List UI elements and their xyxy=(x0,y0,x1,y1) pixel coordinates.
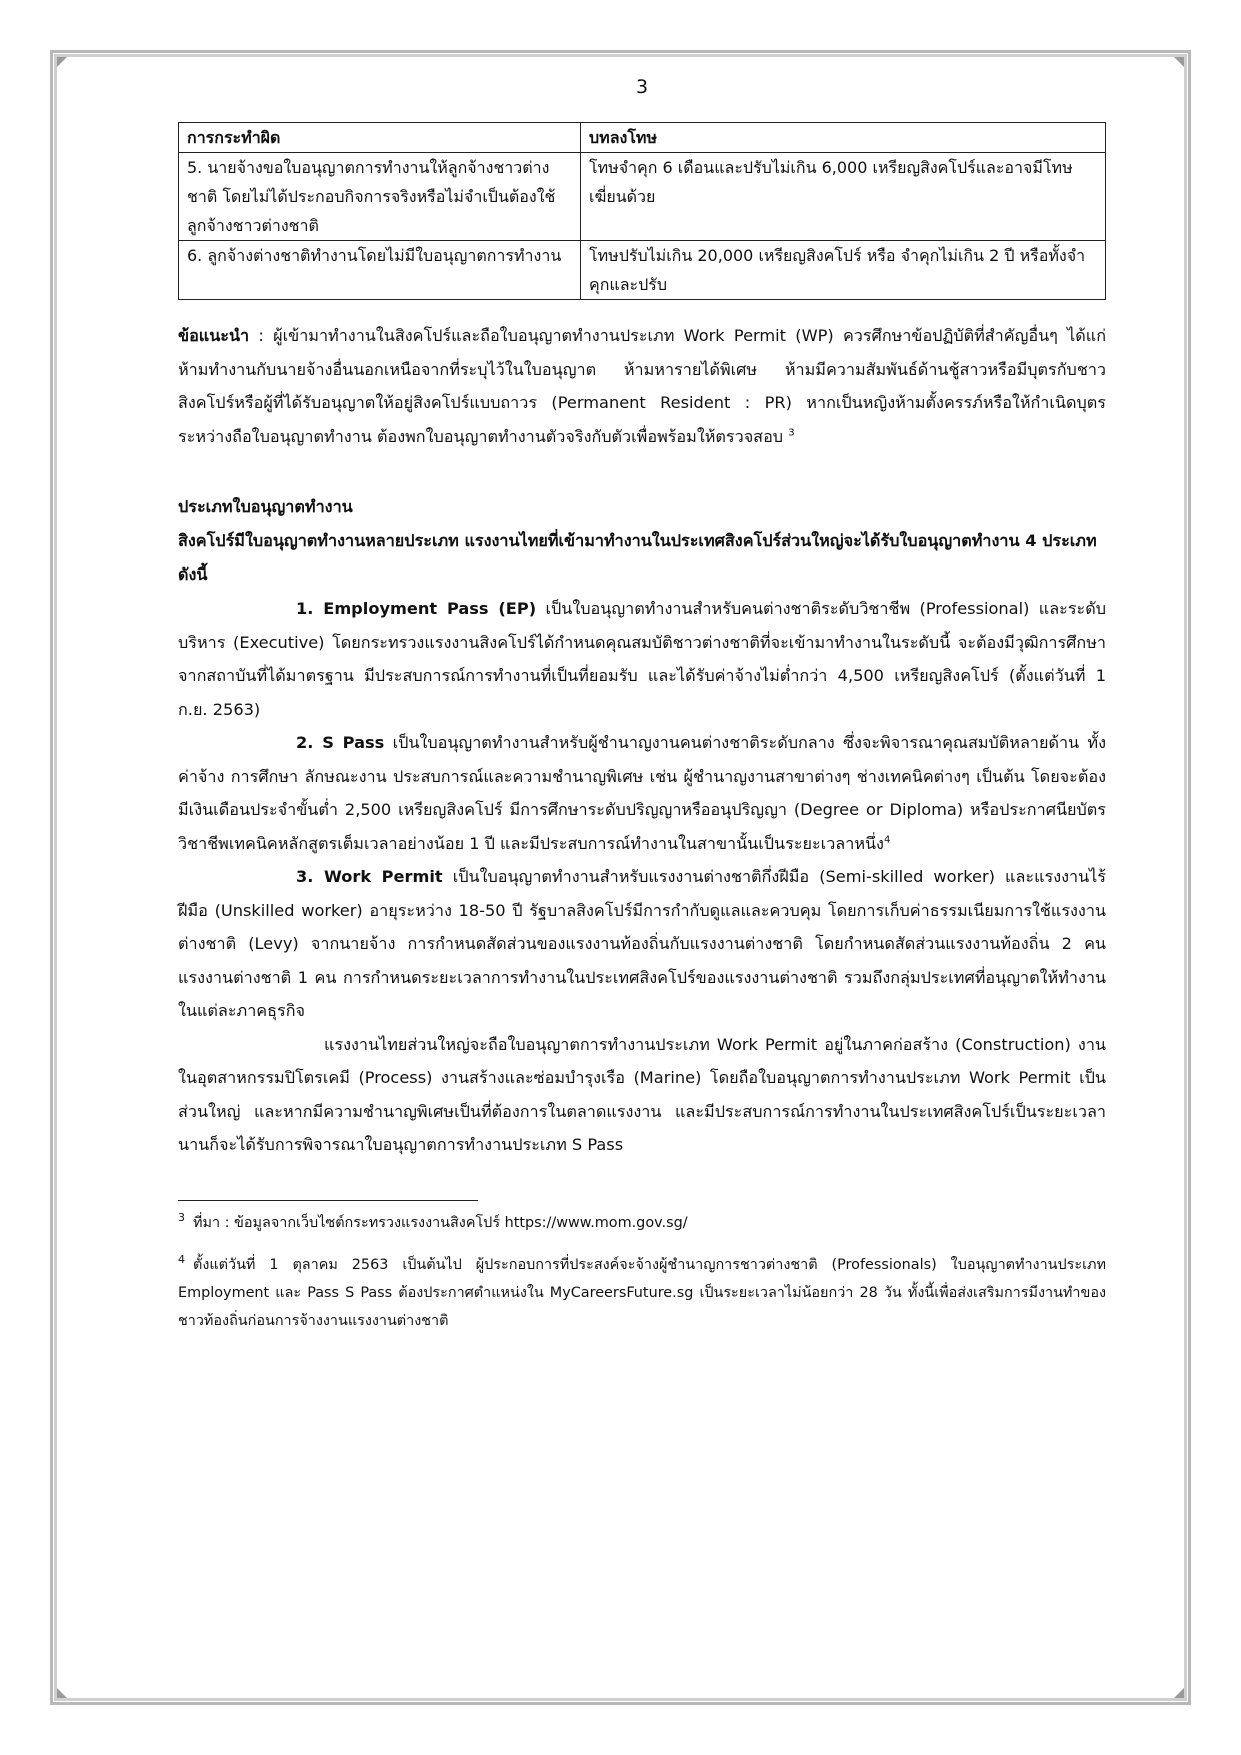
permit-name: 1. Employment Pass (EP) xyxy=(296,599,537,618)
page-number: 3 xyxy=(635,76,649,98)
penalty-cell: โทษปรับไม่เกิน 20,000 เหรียญสิงคโปร์ หรือ จำคุกไม่เกิน 2 ปี หรือทั้งจำคุกและปรับ xyxy=(581,241,1106,300)
permit-item-spass xyxy=(178,726,1106,860)
footnote-text: ที่มา : ข้อมูลจากเว็บไซต์กระทรวงแรงงานสิงคโปร์ https://www.mom.gov.sg/ xyxy=(193,1214,688,1231)
footnote-text: ตั้งแต่วันที่ 1 ตุลาคม 2563 เป็นต้นไป ผู้ประกอบการที่ประสงค์จะจ้างผู้ชำนาญการชาวต่างชาติ (Professionals) ใบอนุญาตทำงานประเภท Employment และ Pass S Pass ต้องประกาศตำแหน่งใน MyCareersFuture.sg เป็นระยะเวลาไม่น้อยกว่า 28 วัน ทั้งนี้เพื่อส่งเสริมการมีงานทำของชาวท้องถิ่นก่อนการจ้างงานแรงงานต่างชาติ xyxy=(178,1256,1106,1329)
offense-cell: 6. ลูกจ้างต่างชาติทำงานโดยไม่มีใบอนุญาตการทำงาน xyxy=(179,241,581,300)
footnote-divider xyxy=(178,1200,478,1201)
permit-item-ep xyxy=(178,592,1106,726)
corner-ornament xyxy=(1174,57,1184,67)
section-intro: สิงคโปร์มีใบอนุญาตทำงานหลายประเภท แรงงานไทยที่เข้ามาทำงานในประเทศสิงคโปร์ส่วนใหญ่จะได้รับใบอนุญาตทำงาน 4 ประเภท ดังนี้ xyxy=(178,531,1097,584)
footnote xyxy=(178,1251,1106,1335)
footnote-mark: 3 xyxy=(178,1210,185,1224)
permit-description: เป็นใบอนุญาตทำงานสำหรับคนต่างชาติระดับวิชาชีพ (Professional) และระดับบริหาร (Executive) โดยกระทรวงแรงงานสิงคโปร์ได้กำหนดคุณสมบัติชาวต่างชาติที่จะเข้ามาทำงานในระดับนี้ จะต้องมีวุฒิการศึกษาจากสถาบันที่ได้มาตรฐาน มีประสบการณ์การทำงานที่เป็นที่ยอมรับ และได้รับค่าจ้างไม่ต่ำกว่า 4,500 เหรียญสิงคโปร์ (ตั้งแต่วันที่ 1 ก.ย. 2563) xyxy=(178,599,1106,719)
permit-item-work-permit xyxy=(178,860,1106,1028)
penalty-cell: โทษจำคุก 6 เดือนและปรับไม่เกิน 6,000 เหรียญสิงคโปร์และอาจมีโทษเฆี่ยนด้วย xyxy=(581,153,1106,241)
advice-paragraph xyxy=(178,319,1106,453)
penalty-table xyxy=(178,122,1106,300)
table-row xyxy=(179,153,1106,241)
section-heading xyxy=(178,490,1106,592)
corner-ornament xyxy=(57,57,67,67)
advice-label: ข้อแนะนำ xyxy=(178,326,250,345)
table-header-offense: การกระทำผิด xyxy=(179,123,581,153)
table-header-penalty: บทลงโทษ xyxy=(581,123,1106,153)
footnote-reference: 4 xyxy=(883,834,891,846)
advice-text: : ผู้เข้ามาทำงานในสิงคโปร์และถือใบอนุญาตทำงานประเภท Work Permit (WP) ควรศึกษาข้อปฏิบัติที่สำคัญอื่นๆ ได้แก่ ห้ามทำงานกับนายจ้างอื่นนอกเหนือจากที่ระบุไว้ในใบอนุญาต ห้ามหารายได้พิเศษ ห้ามมีความสัมพันธ์ด้านชู้สาวหรือมีบุตรกับชาวสิงคโปร์หรือผู้ที่ได้รับอนุญาตให้อยู่สิงคโปร์แบบถาวร (Permanent Resident : PR) หากเป็นหญิงห้ามตั้งครรภ์หรือให้กำเนิดบุตรระหว่างถือใบอนุญาตทำงาน ต้องพกใบอนุญาตทำงานตัวจริงกับตัวเพื่อพร้อมให้ตรวจสอบ xyxy=(178,326,1106,446)
footnote xyxy=(178,1209,1106,1237)
permit-name: 3. Work Permit xyxy=(296,867,443,886)
table-header-row xyxy=(179,123,1106,153)
offense-cell: 5. นายจ้างขอใบอนุญาตการทำงานให้ลูกจ้างชาวต่างชาติ โดยไม่ได้ประกอบกิจการจริงหรือไม่จำเป็นต้องใช้ลูกจ้างชาวต่างชาติ xyxy=(179,153,581,241)
corner-ornament xyxy=(1174,1688,1184,1698)
document-content xyxy=(178,76,1106,1335)
closing-paragraph: แรงงานไทยส่วนใหญ่จะถือใบอนุญาตการทำงานประเภท Work Permit อยู่ในภาคก่อสร้าง (Construction) งานในอุตสาหกรรมปิโตรเคมี (Process) งานสร้างและซ่อมบำรุงเรือ (Marine) โดยถือใบอนุญาตการทำงานประเภท Work Permit เป็นส่วนใหญ่ และหากมีความชำนาญพิเศษเป็นที่ต้องการในตลาดแรงงาน และมีประสบการณ์การทำงานในประเทศสิงคโปร์เป็นระยะเวลานานก็จะได้รับการพิจารณาใบอนุญาตการทำงานประเภท S Pass xyxy=(178,1034,1106,1154)
corner-ornament xyxy=(57,1688,67,1698)
footnote-mark: 4 xyxy=(178,1252,185,1266)
permit-description: เป็นใบอนุญาตทำงานสำหรับผู้ชำนาญงานคนต่างชาติระดับกลาง ซึ่งจะพิจารณาคุณสมบัติหลายด้าน ทั้งค่าจ้าง การศึกษา ลักษณะงาน ประสบการณ์และความชำนาญพิเศษ เช่น ผู้ชำนาญงานสาขาต่างๆ ช่างเทคนิคต่างๆ เป็นต้น โดยจะต้องมีเงินเดือนประจำขั้นต่ำ 2,500 เหรียญสิงคโปร์ มีการศึกษาระดับปริญญาหรืออนุปริญญา (Degree or Diploma) หรือประกาศนียบัตรวิชาชีพเทคนิคหลักสูตรเต็มเวลาอย่างน้อย 1 ปี และมีประสบการณ์ทำงานในสาขานั้นเป็นระยะเวลาหนึ่ง xyxy=(178,733,1106,853)
permit-description: เป็นใบอนุญาตทำงานสำหรับแรงงานต่างชาติกึ่งฝีมือ (Semi-skilled worker) และแรงงานไร้ฝีมือ (Unskilled worker) อายุระหว่าง 18-50 ปี รัฐบาลสิงคโปร์มีการกำกับดูแลและควบคุม โดยการเก็บค่าธรรมเนียมการใช้แรงงานต่างชาติ (Levy) จากนายจ้าง การกำหนดสัดส่วนของแรงงานท้องถิ่นกับแรงงานต่างชาติ โดยกำหนดสัดส่วนแรงงานท้องถิ่น 2 คน แรงงานต่างชาติ 1 คน การกำหนดระยะเวลาการทำงานในประเทศสิงคโปร์ของแรงงานต่างชาติ รวมถึงกลุ่มประเทศที่อนุญาตให้ทำงานในแต่ละภาคธุรกิจ xyxy=(178,867,1106,1020)
table-row xyxy=(179,241,1106,300)
permit-name: 2. S Pass xyxy=(296,733,385,752)
section-title: ประเภทใบอนุญาตทำงาน xyxy=(178,497,353,516)
footnote-reference: 3 xyxy=(788,427,795,439)
